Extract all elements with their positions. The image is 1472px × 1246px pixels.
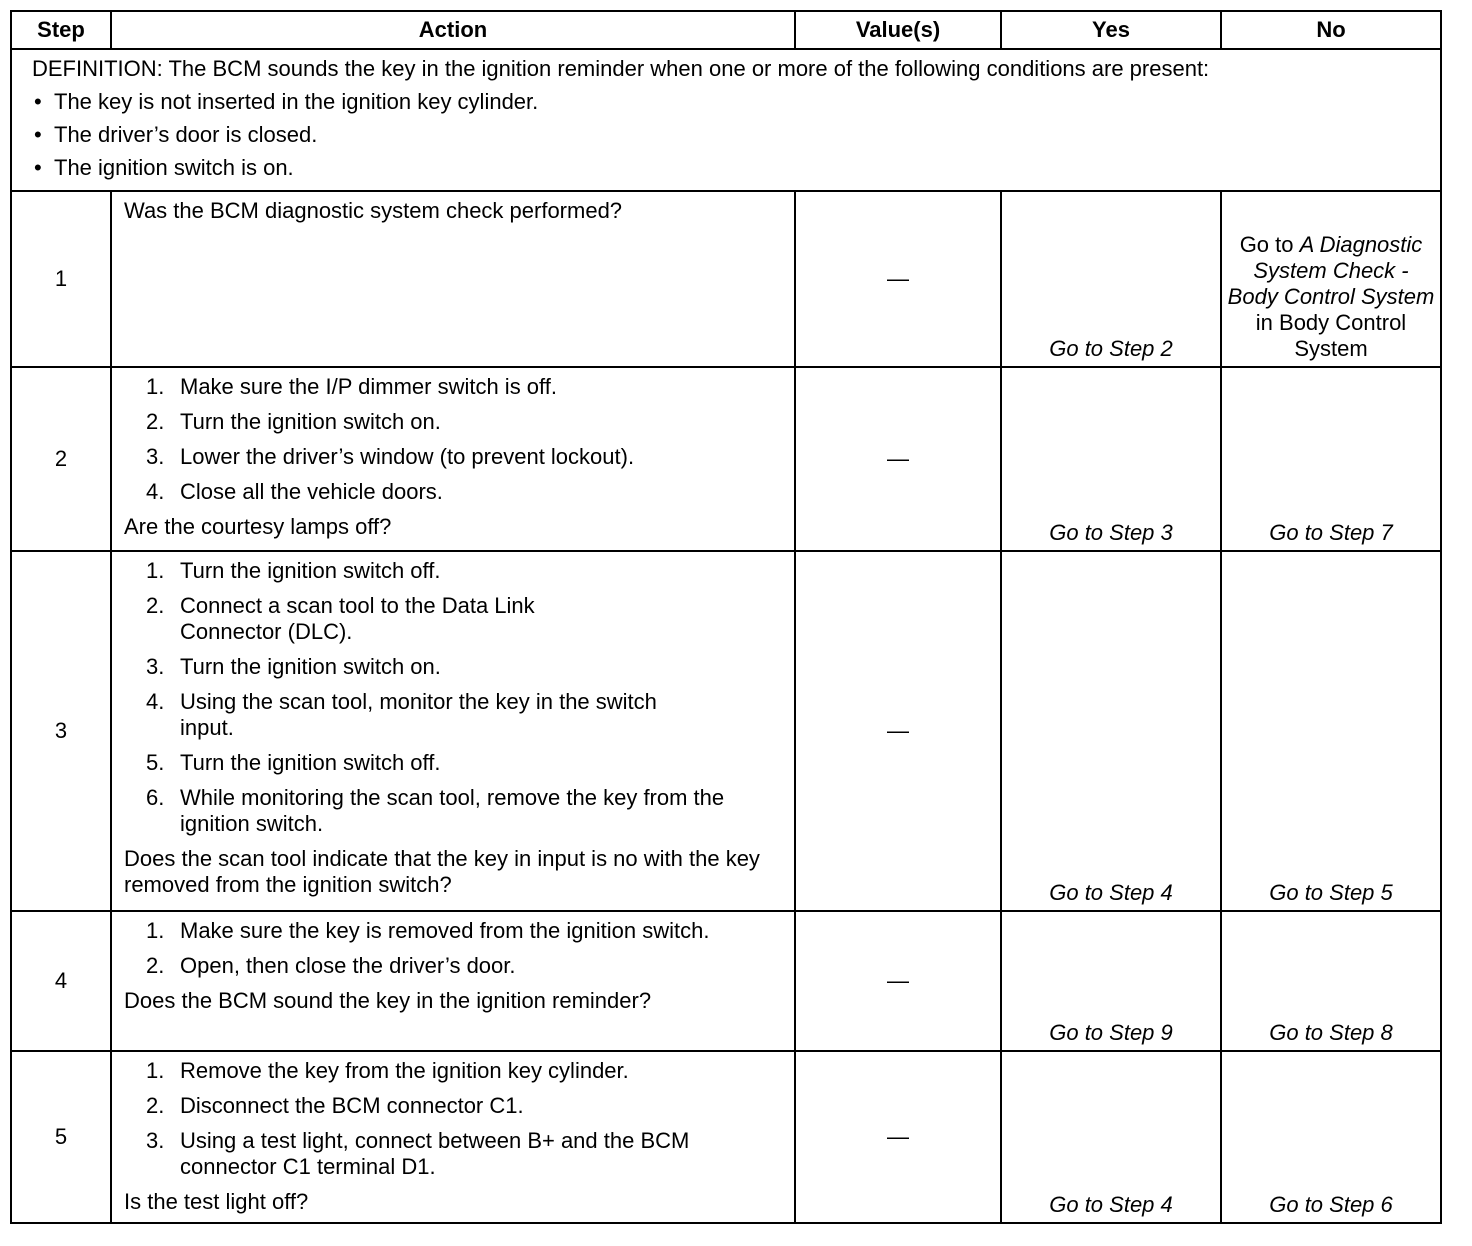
no-link[interactable]: Go to Step 5 — [1221, 551, 1441, 911]
action-cell — [111, 367, 795, 551]
list-item: 2. Open, then close the driver’s door. — [146, 953, 516, 978]
value-cell: — — [795, 191, 1001, 367]
action-list — [124, 918, 780, 979]
header-no: No — [1221, 11, 1441, 49]
list-item: 2. Disconnect the BCM connector C1. — [146, 1093, 524, 1118]
action-question: Does the scan tool indicate that the key in input is no with the key removed from the ignition switch? — [124, 846, 760, 897]
value-cell: — — [795, 1051, 1001, 1223]
step-number: 4 — [11, 911, 111, 1051]
no-link[interactable]: Go to Step 8 — [1221, 911, 1441, 1051]
header-values: Value(s) — [795, 11, 1001, 49]
list-item: 2. Connect a scan tool to the Data Link Connector (DLC). — [146, 593, 535, 644]
table-row — [11, 367, 1441, 551]
step-number: 1 — [11, 191, 111, 367]
diagnostic-table — [10, 10, 1442, 1224]
action-list — [124, 558, 780, 837]
header-step: Step — [11, 11, 111, 49]
list-item: 3. Using a test light, connect between B+ and the BCM connector C1 terminal D1. — [146, 1128, 690, 1179]
list-item: 1. Make sure the I/P dimmer switch is off. — [146, 374, 557, 399]
no-link[interactable]: Go to Step 6 — [1221, 1051, 1441, 1223]
action-question: Are the courtesy lamps off? — [124, 514, 392, 539]
action-cell — [111, 911, 795, 1051]
definition-bullet: • The key is not inserted in the ignition key cylinder. — [32, 89, 1422, 115]
list-item: 1. Turn the ignition switch off. — [146, 558, 441, 583]
table-row — [11, 551, 1441, 911]
no-link-title: A Diagnostic System Check - Body Control System — [1227, 232, 1435, 309]
action-list — [124, 1058, 780, 1180]
table-row — [11, 191, 1441, 367]
no-text: Go to — [1239, 232, 1300, 257]
list-item: 4. Using the scan tool, monitor the key in the switch input. — [146, 689, 657, 740]
list-item: 4. Close all the vehicle doors. — [146, 479, 443, 504]
step-number: 3 — [11, 551, 111, 911]
definition-cell — [11, 49, 1441, 191]
table-row — [11, 911, 1441, 1051]
table-row — [11, 1051, 1441, 1223]
definition-intro: DEFINITION: The BCM sounds the key in the ignition reminder when one or more of the following conditions are present: — [32, 56, 1210, 81]
step-number: 2 — [11, 367, 111, 551]
action-cell — [111, 551, 795, 911]
definition-bullet: • The driver’s door is closed. — [32, 122, 1422, 148]
definition-row — [11, 49, 1441, 191]
no-link[interactable] — [1221, 191, 1441, 367]
step-number: 5 — [11, 1051, 111, 1223]
action-list — [124, 374, 780, 505]
no-link[interactable]: Go to Step 7 — [1221, 367, 1441, 551]
list-item: 3. Lower the driver’s window (to prevent lockout). — [146, 444, 635, 469]
action-question: Was the BCM diagnostic system check performed? — [124, 198, 623, 223]
list-item: 1. Make sure the key is removed from the ignition switch. — [146, 918, 710, 943]
list-item: 2. Turn the ignition switch on. — [146, 409, 441, 434]
action-cell — [111, 191, 795, 367]
value-cell: — — [795, 551, 1001, 911]
yes-link[interactable]: Go to Step 3 — [1001, 367, 1221, 551]
yes-link[interactable]: Go to Step 9 — [1001, 911, 1221, 1051]
action-question: Is the test light off? — [124, 1189, 309, 1214]
value-cell: — — [795, 911, 1001, 1051]
action-cell — [111, 1051, 795, 1223]
list-item: 5. Turn the ignition switch off. — [146, 750, 441, 775]
no-text: in Body Control System — [1255, 310, 1407, 361]
list-item: 3. Turn the ignition switch on. — [146, 654, 441, 679]
list-item: 1. Remove the key from the ignition key cylinder. — [146, 1058, 629, 1083]
header-row — [11, 11, 1441, 49]
yes-link[interactable]: Go to Step 4 — [1001, 1051, 1221, 1223]
header-yes: Yes — [1001, 11, 1221, 49]
action-question: Does the BCM sound the key in the ignition reminder? — [124, 988, 652, 1013]
yes-link[interactable]: Go to Step 2 — [1001, 191, 1221, 367]
yes-link[interactable]: Go to Step 4 — [1001, 551, 1221, 911]
list-item: 6. While monitoring the scan tool, remove the key from the ignition switch. — [146, 785, 725, 836]
definition-bullet: • The ignition switch is on. — [32, 155, 1422, 181]
value-cell: — — [795, 367, 1001, 551]
header-action: Action — [111, 11, 795, 49]
